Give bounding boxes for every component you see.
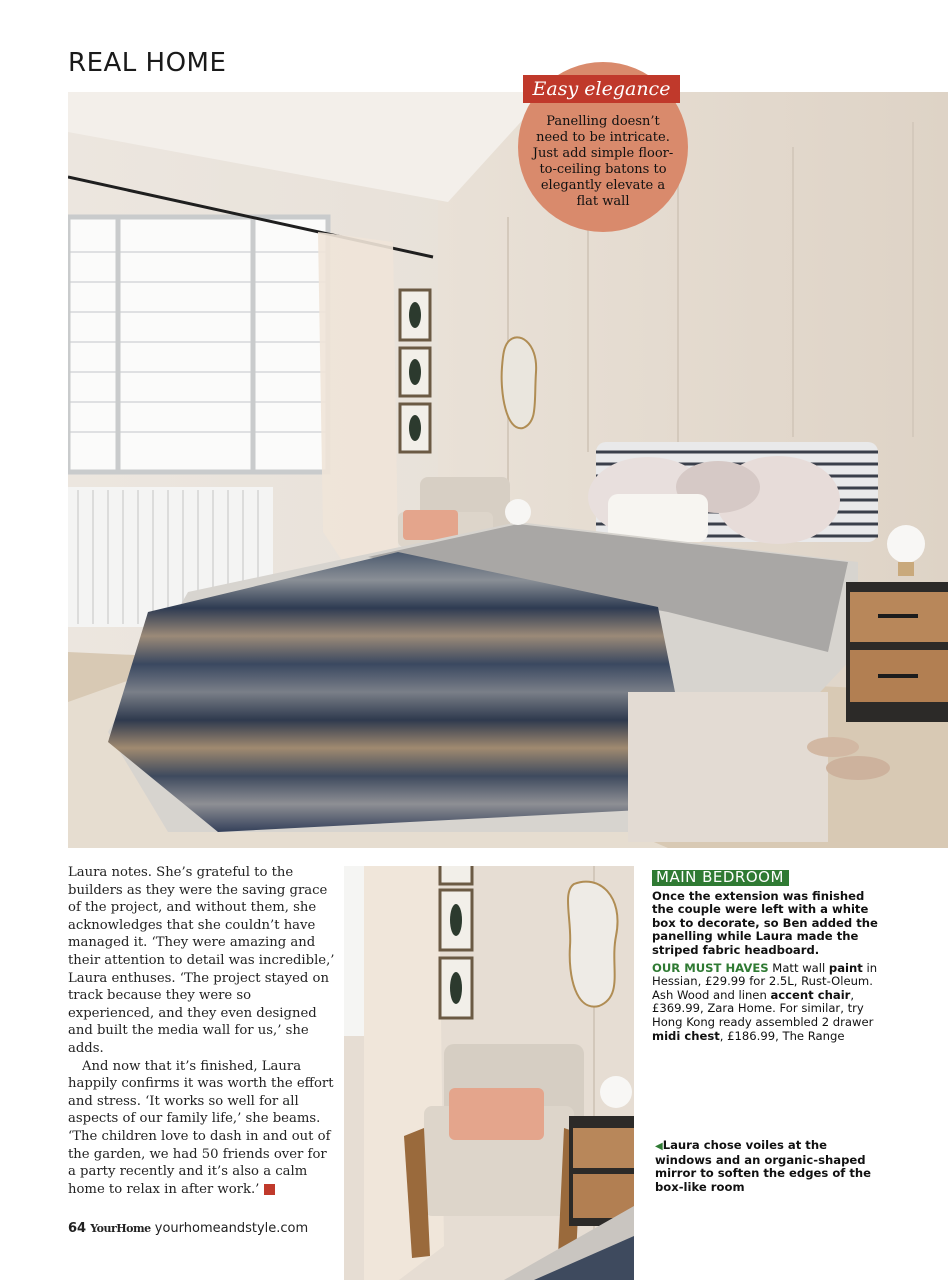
left-pointer-icon: ◀ bbox=[655, 1141, 663, 1152]
article-paragraph-2 bbox=[68, 1058, 336, 1199]
callout-text: Panelling doesn’t need to be intricate. Just add simple floor-to-ceiling batons to elegantly elevate a flat wall bbox=[532, 114, 674, 209]
must-haves-b2: accent chair bbox=[770, 987, 851, 1002]
main-bedroom-caption bbox=[652, 870, 884, 1043]
must-haves-s1: Matt wall bbox=[768, 960, 829, 975]
magazine-brand: YourHome bbox=[90, 1222, 151, 1235]
callout-title: Easy elegance bbox=[523, 75, 680, 103]
chair-corner-photo bbox=[344, 866, 634, 1280]
yourhome-end-icon: YH bbox=[264, 1184, 275, 1195]
inset-photo-caption-text: Laura chose voiles at the windows and an organic-shaped mirror to soften the edges of the box-like room bbox=[655, 1138, 872, 1194]
section-label: REAL HOME bbox=[68, 48, 227, 78]
article-paragraph-1: Laura notes. She’s grateful to the builders as they were the saving grace of the project, and without them, she acknowledges that she couldn’t have managed it. ‘They were amazing and their attention to detail was incredible,’ Laura enthuses. ‘The project stayed on track because they were so experienced, and they even designed and built the media wall for us,’ she adds. bbox=[68, 865, 335, 1056]
caption-heading: MAIN BEDROOM bbox=[652, 870, 789, 886]
page-number: 64 bbox=[68, 1221, 87, 1236]
must-haves-label: OUR MUST HAVES bbox=[652, 960, 769, 975]
easy-elegance-callout bbox=[518, 62, 688, 232]
caption-lead: Once the extension was finished the couple were left with a white box to decorate, so Ben added the panelling while Laura made the striped fabric headboard. bbox=[652, 888, 878, 957]
must-haves-b1: paint bbox=[828, 960, 863, 975]
inset-photo-caption bbox=[655, 1139, 883, 1194]
must-haves-s2: in Hessian, £29.99 for 2.5L, Rust-Oleum. Ash Wood and linen bbox=[652, 960, 878, 1002]
article-body bbox=[68, 864, 336, 1198]
page-footer bbox=[68, 1221, 308, 1236]
article-paragraph-2-text: And now that it’s finished, Laura happily confirms it was worth the effort and stress. ‘It works so well for all aspects of our family life,’ she beams. ‘The children love to dash in and out of the garden, we had 50 friends over for a party recently and it’s also a calm home to relax in after work.’ bbox=[68, 1058, 334, 1197]
must-haves-text bbox=[652, 962, 884, 1044]
must-haves-s3: , £369.99, Zara Home. For similar, try Hong Kong ready assembled 2 drawer bbox=[652, 987, 874, 1029]
must-haves-b3: midi chest bbox=[652, 1028, 720, 1043]
website-url: yourhomeandstyle.com bbox=[154, 1221, 309, 1236]
must-haves-s4: , £186.99, The Range bbox=[719, 1028, 845, 1043]
main-bedroom-photo bbox=[68, 92, 948, 848]
